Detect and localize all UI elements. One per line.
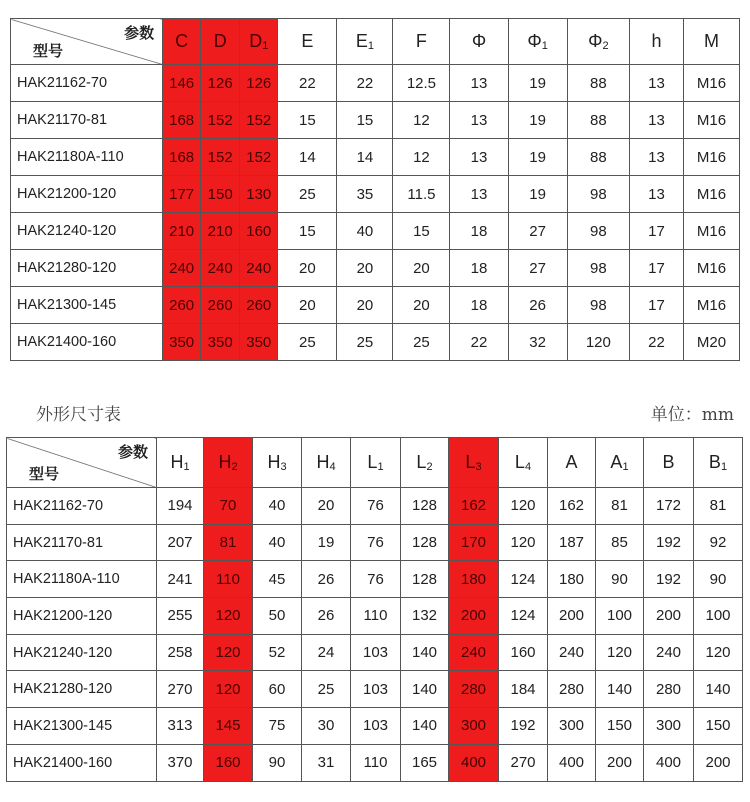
column-header-symbol: L — [416, 452, 427, 472]
value-cell: 260 — [201, 287, 240, 324]
value-cell: 15 — [278, 102, 337, 139]
column-header — [157, 438, 204, 488]
column-header-symbol: H — [316, 452, 330, 472]
value-cell: 210 — [163, 213, 201, 250]
value-cell: 12 — [393, 102, 450, 139]
column-header — [644, 438, 694, 488]
value-cell: 20 — [278, 287, 337, 324]
table-row — [7, 598, 743, 635]
value-cell: 25 — [393, 324, 450, 361]
value-cell: 260 — [163, 287, 201, 324]
value-cell: 75 — [253, 708, 302, 745]
value-cell: 88 — [567, 65, 629, 102]
value-cell: 300 — [548, 708, 596, 745]
column-header-symbol: D — [213, 31, 227, 51]
value-cell: 13 — [630, 176, 684, 213]
value-cell: 313 — [157, 708, 204, 745]
column-header-symbol: F — [415, 31, 427, 51]
value-cell: 20 — [393, 287, 450, 324]
value-cell: 13 — [450, 176, 508, 213]
value-cell: 140 — [401, 708, 449, 745]
value-cell: 30 — [302, 708, 351, 745]
column-header — [630, 19, 684, 65]
value-cell: 22 — [630, 324, 684, 361]
parameter-label: 参数 — [117, 443, 148, 461]
column-header-subscript: 1 — [183, 461, 190, 473]
table-caption: 外形尺寸表 — [36, 405, 121, 425]
value-cell: 103 — [351, 671, 401, 708]
column-header-symbol: H — [267, 452, 281, 472]
table-row — [11, 250, 740, 287]
value-cell: 140 — [401, 634, 449, 671]
value-cell: 270 — [157, 671, 204, 708]
column-header — [337, 19, 393, 65]
value-cell: 240 — [449, 634, 499, 671]
column-header-symbol: L — [514, 452, 525, 472]
column-header-symbol: Φ — [588, 31, 603, 51]
model-cell: HAK21400-160 — [11, 324, 163, 361]
value-cell: 194 — [157, 488, 204, 525]
value-cell: 370 — [157, 744, 204, 781]
table-row — [7, 744, 743, 781]
table-row — [7, 561, 743, 598]
value-cell: 165 — [401, 744, 449, 781]
value-cell: 160 — [240, 213, 278, 250]
value-cell: 120 — [567, 324, 629, 361]
model-cell: HAK21300-145 — [11, 287, 163, 324]
model-cell: HAK21280-120 — [7, 671, 157, 708]
value-cell: 22 — [337, 65, 393, 102]
value-cell: 98 — [567, 176, 629, 213]
model-cell: HAK21162-70 — [11, 65, 163, 102]
column-header-subscript: 1 — [541, 40, 548, 52]
value-cell: 40 — [337, 213, 393, 250]
value-cell: 76 — [351, 524, 401, 561]
value-cell: 20 — [278, 250, 337, 287]
table-row — [7, 634, 743, 671]
value-cell: 200 — [694, 744, 743, 781]
value-cell: 24 — [302, 634, 351, 671]
column-header-subscript: 2 — [231, 461, 238, 473]
value-cell: 120 — [499, 488, 548, 525]
value-cell: 258 — [157, 634, 204, 671]
table-row — [7, 488, 743, 525]
value-cell: 20 — [337, 250, 393, 287]
column-header — [201, 19, 240, 65]
value-cell: 81 — [596, 488, 644, 525]
value-cell: 76 — [351, 561, 401, 598]
value-cell: 25 — [337, 324, 393, 361]
value-cell: 100 — [596, 598, 644, 635]
value-cell: 32 — [508, 324, 567, 361]
value-cell: 15 — [337, 102, 393, 139]
value-cell: 31 — [302, 744, 351, 781]
table-row — [7, 524, 743, 561]
value-cell: 132 — [401, 598, 449, 635]
model-cell: HAK21240-120 — [11, 213, 163, 250]
value-cell: 17 — [630, 213, 684, 250]
table-row — [7, 671, 743, 708]
column-header — [302, 438, 351, 488]
value-cell: 130 — [240, 176, 278, 213]
value-cell: 19 — [302, 524, 351, 561]
value-cell: 172 — [644, 488, 694, 525]
column-header-symbol: h — [651, 31, 662, 51]
column-header — [567, 19, 629, 65]
value-cell: 168 — [163, 102, 201, 139]
value-cell: 150 — [694, 708, 743, 745]
column-header — [596, 438, 644, 488]
value-cell: 100 — [694, 598, 743, 635]
value-cell: 170 — [449, 524, 499, 561]
value-cell: 85 — [596, 524, 644, 561]
value-cell: 350 — [163, 324, 201, 361]
value-cell: 12.5 — [393, 65, 450, 102]
value-cell: 192 — [644, 524, 694, 561]
model-cell: HAK21280-120 — [11, 250, 163, 287]
value-cell: 27 — [508, 250, 567, 287]
value-cell: M16 — [683, 176, 739, 213]
value-cell: 52 — [253, 634, 302, 671]
value-cell: 103 — [351, 634, 401, 671]
value-cell: 19 — [508, 65, 567, 102]
value-cell: 152 — [240, 139, 278, 176]
value-cell: 90 — [596, 561, 644, 598]
value-cell: 180 — [449, 561, 499, 598]
value-cell: 18 — [450, 250, 508, 287]
header-row — [7, 438, 743, 488]
column-header-subscript: 3 — [280, 461, 287, 473]
value-cell: 280 — [644, 671, 694, 708]
model-cell: HAK21170-81 — [7, 524, 157, 561]
value-cell: 300 — [644, 708, 694, 745]
column-header — [499, 438, 548, 488]
column-header — [449, 438, 499, 488]
column-header-subscript: 1 — [622, 461, 629, 473]
value-cell: 25 — [278, 176, 337, 213]
model-cell: HAK21300-145 — [7, 708, 157, 745]
value-cell: 152 — [201, 139, 240, 176]
value-cell: 70 — [204, 488, 253, 525]
value-cell: M16 — [683, 139, 739, 176]
value-cell: 81 — [694, 488, 743, 525]
value-cell: 13 — [630, 139, 684, 176]
value-cell: 19 — [508, 176, 567, 213]
value-cell: 200 — [596, 744, 644, 781]
column-header-symbol: Φ — [471, 31, 487, 51]
table-row — [11, 287, 740, 324]
value-cell: 27 — [508, 213, 567, 250]
value-cell: 45 — [253, 561, 302, 598]
value-cell: 120 — [204, 634, 253, 671]
value-cell: 76 — [351, 488, 401, 525]
value-cell: 177 — [163, 176, 201, 213]
value-cell: 145 — [204, 708, 253, 745]
value-cell: 13 — [630, 102, 684, 139]
value-cell: 17 — [630, 287, 684, 324]
model-cell: HAK21170-81 — [11, 102, 163, 139]
value-cell: 192 — [644, 561, 694, 598]
value-cell: 110 — [204, 561, 253, 598]
table-row — [7, 708, 743, 745]
value-cell: 128 — [401, 561, 449, 598]
value-cell: 120 — [694, 634, 743, 671]
column-header — [163, 19, 201, 65]
value-cell: M16 — [683, 287, 739, 324]
column-header-symbol: H — [170, 452, 184, 472]
value-cell: 124 — [499, 561, 548, 598]
model-cell: HAK21180A-110 — [7, 561, 157, 598]
value-cell: 200 — [548, 598, 596, 635]
column-header-symbol: D — [249, 31, 263, 51]
value-cell: 150 — [201, 176, 240, 213]
corner-header-cell — [7, 438, 157, 488]
parameter-label: 参数 — [124, 24, 155, 42]
value-cell: 40 — [253, 488, 302, 525]
value-cell: 120 — [204, 671, 253, 708]
value-cell: 22 — [450, 324, 508, 361]
value-cell: 400 — [548, 744, 596, 781]
value-cell: 81 — [204, 524, 253, 561]
value-cell: 160 — [499, 634, 548, 671]
value-cell: 90 — [694, 561, 743, 598]
value-cell: 13 — [450, 102, 508, 139]
value-cell: 280 — [449, 671, 499, 708]
value-cell: 120 — [596, 634, 644, 671]
value-cell: 400 — [449, 744, 499, 781]
value-cell: 98 — [567, 250, 629, 287]
value-cell: 19 — [508, 139, 567, 176]
value-cell: 18 — [450, 213, 508, 250]
value-cell: 13 — [630, 65, 684, 102]
column-header — [278, 19, 337, 65]
column-header-subscript: 3 — [475, 461, 482, 473]
value-cell: 90 — [253, 744, 302, 781]
column-header-symbol: Φ — [527, 31, 542, 51]
value-cell: 88 — [567, 102, 629, 139]
value-cell: 11.5 — [393, 176, 450, 213]
table-row — [11, 324, 740, 361]
value-cell: 15 — [393, 213, 450, 250]
value-cell: 240 — [163, 250, 201, 287]
model-label: 型号 — [33, 42, 64, 60]
value-cell: 128 — [401, 524, 449, 561]
value-cell: 25 — [302, 671, 351, 708]
column-header-subscript: 1 — [377, 461, 384, 473]
spec-table-1 — [10, 18, 740, 361]
value-cell: M16 — [683, 65, 739, 102]
column-header — [240, 19, 278, 65]
dimension-table — [6, 437, 743, 782]
value-cell: 128 — [401, 488, 449, 525]
column-header-symbol: E — [301, 31, 314, 51]
unit-label: 单位：mm — [650, 405, 734, 425]
column-header — [450, 19, 508, 65]
value-cell: 26 — [508, 287, 567, 324]
value-cell: 207 — [157, 524, 204, 561]
value-cell: M16 — [683, 213, 739, 250]
value-cell: 60 — [253, 671, 302, 708]
column-header — [253, 438, 302, 488]
model-cell: HAK21162-70 — [7, 488, 157, 525]
value-cell: 126 — [240, 65, 278, 102]
value-cell: 124 — [499, 598, 548, 635]
value-cell: 192 — [499, 708, 548, 745]
value-cell: 140 — [401, 671, 449, 708]
value-cell: 14 — [337, 139, 393, 176]
value-cell: 20 — [302, 488, 351, 525]
column-header-subscript: 4 — [524, 461, 532, 473]
value-cell: 160 — [204, 744, 253, 781]
value-cell: 103 — [351, 708, 401, 745]
corner-header-cell — [11, 19, 163, 65]
value-cell: 187 — [548, 524, 596, 561]
column-header-symbol: E — [355, 31, 368, 51]
value-cell: 120 — [204, 598, 253, 635]
value-cell: 12 — [393, 139, 450, 176]
value-cell: 18 — [450, 287, 508, 324]
value-cell: 140 — [596, 671, 644, 708]
model-cell: HAK21240-120 — [7, 634, 157, 671]
value-cell: 19 — [508, 102, 567, 139]
value-cell: 240 — [201, 250, 240, 287]
value-cell: 110 — [351, 598, 401, 635]
value-cell: 22 — [278, 65, 337, 102]
value-cell: 26 — [302, 561, 351, 598]
value-cell: 200 — [449, 598, 499, 635]
value-cell: 162 — [548, 488, 596, 525]
value-cell: 92 — [694, 524, 743, 561]
value-cell: 20 — [393, 250, 450, 287]
column-header — [401, 438, 449, 488]
value-cell: 255 — [157, 598, 204, 635]
column-header — [508, 19, 567, 65]
value-cell: 184 — [499, 671, 548, 708]
table-row — [11, 65, 740, 102]
value-cell: 300 — [449, 708, 499, 745]
value-cell: 40 — [253, 524, 302, 561]
column-header — [351, 438, 401, 488]
value-cell: 210 — [201, 213, 240, 250]
value-cell: 152 — [201, 102, 240, 139]
model-cell: HAK21180A-110 — [11, 139, 163, 176]
column-header-symbol: L — [367, 452, 378, 472]
column-header-symbol: H — [218, 452, 232, 472]
value-cell: 120 — [499, 524, 548, 561]
model-cell: HAK21200-120 — [7, 598, 157, 635]
value-cell: 270 — [499, 744, 548, 781]
value-cell: 240 — [644, 634, 694, 671]
value-cell: 180 — [548, 561, 596, 598]
column-header-subscript: 4 — [329, 461, 336, 473]
value-cell: 110 — [351, 744, 401, 781]
value-cell: 26 — [302, 598, 351, 635]
value-cell: 240 — [548, 634, 596, 671]
value-cell: 280 — [548, 671, 596, 708]
value-cell: 146 — [163, 65, 201, 102]
column-header — [204, 438, 253, 488]
column-header-symbol: B — [708, 452, 721, 472]
value-cell: 400 — [644, 744, 694, 781]
value-cell: 13 — [450, 65, 508, 102]
value-cell: 25 — [278, 324, 337, 361]
value-cell: 140 — [694, 671, 743, 708]
column-header-symbol: B — [662, 452, 675, 472]
value-cell: 240 — [240, 250, 278, 287]
value-cell: 350 — [201, 324, 240, 361]
model-label: 型号 — [29, 465, 60, 483]
table-row — [11, 139, 740, 176]
value-cell: 241 — [157, 561, 204, 598]
header-row — [11, 19, 740, 65]
column-header-symbol: A — [565, 452, 578, 472]
value-cell: M20 — [683, 324, 739, 361]
column-header — [548, 438, 596, 488]
value-cell: 200 — [644, 598, 694, 635]
value-cell: 17 — [630, 250, 684, 287]
column-header — [393, 19, 450, 65]
column-header-symbol: A — [610, 452, 623, 472]
value-cell: 14 — [278, 139, 337, 176]
value-cell: 152 — [240, 102, 278, 139]
column-header-subscript: 2 — [426, 461, 433, 473]
value-cell: M16 — [683, 102, 739, 139]
column-header-subscript: 1 — [367, 40, 374, 52]
value-cell: 50 — [253, 598, 302, 635]
value-cell: M16 — [683, 250, 739, 287]
value-cell: 126 — [201, 65, 240, 102]
table-row — [11, 176, 740, 213]
value-cell: 260 — [240, 287, 278, 324]
column-header-subscript: 1 — [262, 40, 269, 52]
value-cell: 162 — [449, 488, 499, 525]
value-cell: 15 — [278, 213, 337, 250]
table-row — [11, 102, 740, 139]
value-cell: 35 — [337, 176, 393, 213]
value-cell: 98 — [567, 213, 629, 250]
table-row — [11, 213, 740, 250]
column-header-subscript: 1 — [720, 461, 728, 473]
column-header-subscript: 2 — [602, 40, 609, 52]
column-header-symbol: C — [175, 31, 189, 51]
column-header — [694, 438, 743, 488]
column-header-symbol: M — [703, 31, 719, 51]
value-cell: 13 — [450, 139, 508, 176]
model-cell: HAK21400-160 — [7, 744, 157, 781]
value-cell: 168 — [163, 139, 201, 176]
value-cell: 350 — [240, 324, 278, 361]
value-cell: 88 — [567, 139, 629, 176]
value-cell: 150 — [596, 708, 644, 745]
model-cell: HAK21200-120 — [11, 176, 163, 213]
value-cell: 98 — [567, 287, 629, 324]
column-header — [683, 19, 739, 65]
value-cell: 20 — [337, 287, 393, 324]
column-header-symbol: L — [465, 452, 476, 472]
